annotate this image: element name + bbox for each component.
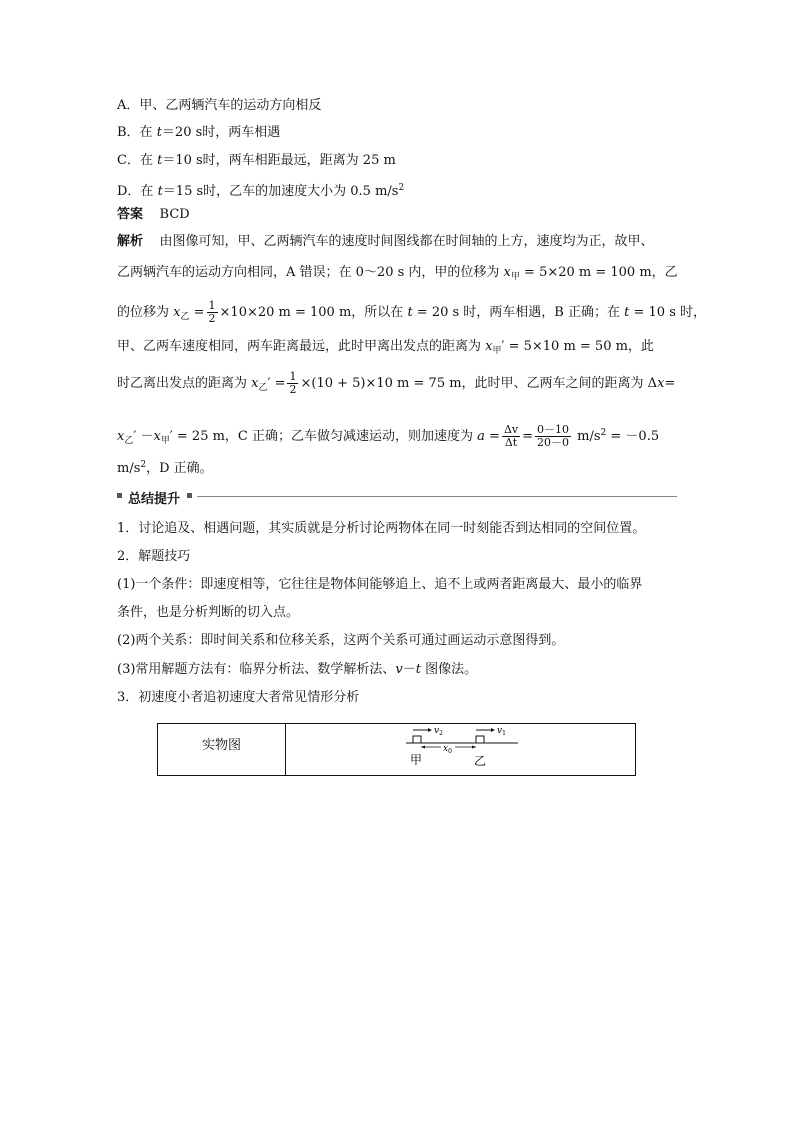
analysis-line-2 [117,264,678,286]
diagram-cell [286,724,636,776]
sub-jia: 甲 [492,346,502,356]
sub-yi: 乙 [258,383,268,393]
square-bullet-icon [187,493,192,498]
fraction-half [207,300,218,325]
option-b-var: t [156,125,162,140]
option-d-text: ＝15 s时，乙车的加速度大小为 0.5 m/s [162,184,399,199]
prime-mark: ′ [501,339,505,354]
sub-jia: 甲 [160,436,170,446]
answer-value: BCD [159,207,190,222]
table-row [158,724,636,776]
option-c [117,152,396,170]
summary-text-5b: － [402,662,416,677]
fraction-den: 2 [289,383,297,396]
analysis-text-3b: = [189,305,205,320]
analysis-text-7a: m/s [117,461,141,476]
var-a: a [477,429,485,444]
analysis-line-1 [117,233,654,251]
analysis-text-1: 由图像可知，甲、乙两辆汽车的速度时间图线都在时间轴的上方，速度均为正，故甲、 [159,234,654,249]
v2-label: $v_2$ [434,726,443,737]
analysis-text-3a: 的位移为 [117,305,174,320]
analysis-text-6e: = －0.5 [606,429,660,444]
arrow-head-icon [472,746,476,749]
answer-line [117,206,190,224]
motion-diagram [286,724,635,771]
analysis-text-4a: 甲、乙两车速度相同，两车距离最远，此时甲离出发点的距离为 [117,339,486,354]
option-b-prefix: B．在 [117,125,157,140]
analysis-line-6 [117,418,659,456]
var-x: x [503,265,511,280]
analysis-text-5c: ×(10 + 5)×10 m = 75 m，此时甲、乙两车之间的距离为 Δ [300,376,658,391]
var-x: x [117,429,125,444]
fraction-num: 1 [208,299,216,312]
summary-text-1: 1．讨论追及、相遇问题，其实质就是分析讨论两物体在同一时刻能否到达相同的空间位置。 [117,521,646,536]
var-t: t [624,305,630,320]
option-c-var: t [157,153,163,168]
summary-item-2 [117,548,190,566]
summary-text-6: 3．初速度小者追初速度大者常见情形分析 [117,690,360,705]
fraction-num: Δv [503,423,519,436]
var-x: x [173,305,181,320]
sub-yi: 乙 [180,312,190,322]
fraction-den: 2 [208,312,216,325]
option-d [117,179,404,201]
analysis-text-3c: ×10×20 m = 100 m，所以在 [219,305,408,320]
arrow-head-icon [421,746,425,749]
option-c-prefix: C．在 [117,153,158,168]
analysis-text-5d: = [664,376,676,391]
analysis-text-2b: = 5×20 m = 100 m，乙 [519,265,678,280]
analysis-text-7b: ，D 正确。 [146,461,213,476]
analysis-text-3d: = 20 s 时，两车相遇，B 正确；在 [412,305,625,320]
var-t: t [407,305,413,320]
var-v: v [395,662,403,677]
prime-mark: ′ [267,376,271,391]
fraction-values [535,424,571,449]
option-a-text: A．甲、乙两辆汽车的运动方向相反 [117,98,322,113]
sub-jia: 甲 [510,272,520,282]
option-d-var: t [157,184,163,199]
analysis-text-6a: ′ － [133,429,154,444]
analysis-text-5b: = [270,376,286,391]
analysis-label: 解析 [117,234,144,249]
fraction-dv-dt [502,424,520,449]
summary-item-3b [117,604,299,622]
analysis-line-3 [117,298,706,332]
answer-label: 答案 [117,207,144,222]
sup-2: 2 [600,428,607,438]
analysis-line-4 [117,338,654,360]
summary-item-1 [117,520,645,538]
arrow-head-icon [491,728,495,732]
analysis-text-6c: = [484,429,500,444]
option-d-prefix: D．在 [117,184,158,199]
table-header-cell [158,724,286,776]
summary-item-6 [117,689,359,707]
summary-text-5a: (3)常用解题方法有：临界分析法、数学解析法、 [117,662,396,677]
summary-item-5 [117,661,477,679]
var-t: t [415,662,422,677]
analysis-text-3e: = 10 s 时， [629,305,707,320]
v1-label: $v_1$ [497,726,506,737]
summary-text-4: (2)两个关系：即时间关系和位移关系，这两个关系可通过画运动示意图得到。 [117,633,565,648]
fraction-num: 0－10 [537,423,570,436]
equals-sign: = [522,429,534,444]
x0-label: $x_0$ [443,744,452,755]
fraction-half [287,371,298,396]
summary-header [117,489,677,507]
analysis-text-6b: ′ = 25 m，C 正确；乙车做匀减速运动，则加速度为 [169,429,478,444]
fraction-den: Δt [504,436,518,449]
analysis-line-5 [117,369,675,403]
analysis-text-4b: = 5×10 m = 50 m，此 [504,339,654,354]
summary-text-3b: 条件，也是分析判断的切入点。 [117,605,300,620]
var-x: x [485,339,493,354]
summary-text-3a: (1)一个条件：即速度相等，它往往是物体间能够追上、追不上或两者距离最大、最小的临界 [117,577,643,592]
sup-2: 2 [140,460,147,470]
sub-yi: 乙 [124,436,134,446]
analysis-text-2a: 乙两辆汽车的运动方向相同，A 错误；在 0～20 s 内，甲的位移为 [117,265,504,280]
option-b [117,124,280,142]
summary-text-2: 2．解题技巧 [117,549,191,564]
square-bullet-icon [117,493,122,498]
fraction-num: 1 [289,370,297,383]
analysis-line-7 [117,456,213,478]
analysis-text-6d: m/s [573,429,601,444]
table-header-text: 实物图 [201,738,241,753]
var-x: x [153,429,161,444]
option-c-text: ＝10 s时，两车相距最远，距离为 25 m [162,153,396,168]
car-b-box [476,736,484,743]
car-a-label: 甲 [410,753,423,767]
summary-text-5c: 图像法。 [421,662,478,677]
summary-item-3a [117,576,642,594]
car-a-box [413,736,421,743]
car-b-label: 乙 [474,754,487,768]
summary-title: 总结提升 [128,492,181,507]
analysis-text-5a: 时乙离出发点的距离为 [117,376,252,391]
option-a [117,97,321,115]
summary-item-4 [117,632,564,650]
var-x: x [657,376,665,391]
option-d-sup: 2 [398,183,405,193]
var-x: x [251,376,259,391]
fraction-den: 20－0 [537,436,570,449]
option-b-text: ＝20 s时，两车相遇 [161,125,281,140]
analysis-table [157,723,636,776]
divider [197,496,677,497]
arrow-head-icon [428,728,432,732]
